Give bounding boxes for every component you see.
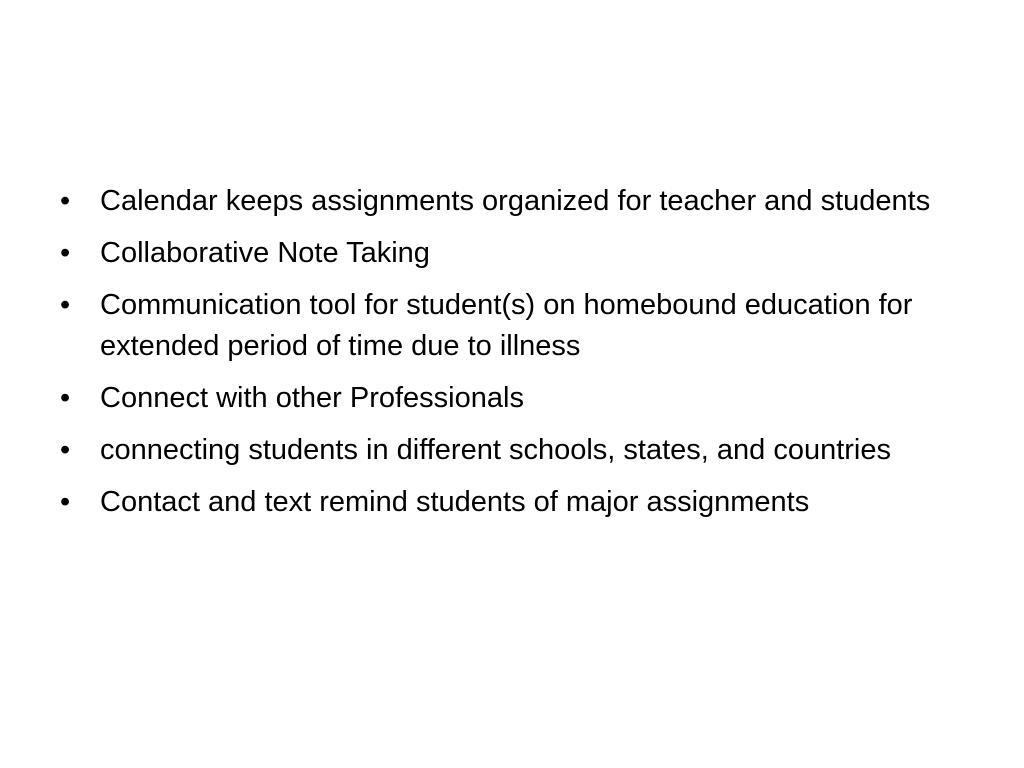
bullet-point-icon: • <box>60 289 71 321</box>
bullet-point-icon: • <box>60 185 71 217</box>
bullet-point-icon: • <box>60 237 71 269</box>
bullet-text: Calendar keeps assignments organized for teacher and students <box>100 185 931 217</box>
bullet-list <box>56 181 986 534</box>
bullet-text: Contact and text remind students of major assignments <box>100 486 810 518</box>
bullet-item <box>56 482 986 523</box>
bullet-point-icon: • <box>60 434 71 466</box>
bullet-item <box>56 233 986 274</box>
bullet-item <box>56 430 986 471</box>
bullet-item <box>56 378 986 419</box>
bullet-point-icon: • <box>60 382 71 414</box>
bullet-text: Communication tool for student(s) on homebound education for extended period of time due to illness <box>100 289 913 362</box>
bullet-text: Collaborative Note Taking <box>100 237 430 269</box>
bullet-point-icon: • <box>60 486 71 518</box>
bullet-text: connecting students in different schools, states, and countries <box>100 434 892 466</box>
bullet-item <box>56 181 986 222</box>
bullet-item <box>56 285 986 367</box>
bullet-text: Connect with other Professionals <box>100 382 524 414</box>
